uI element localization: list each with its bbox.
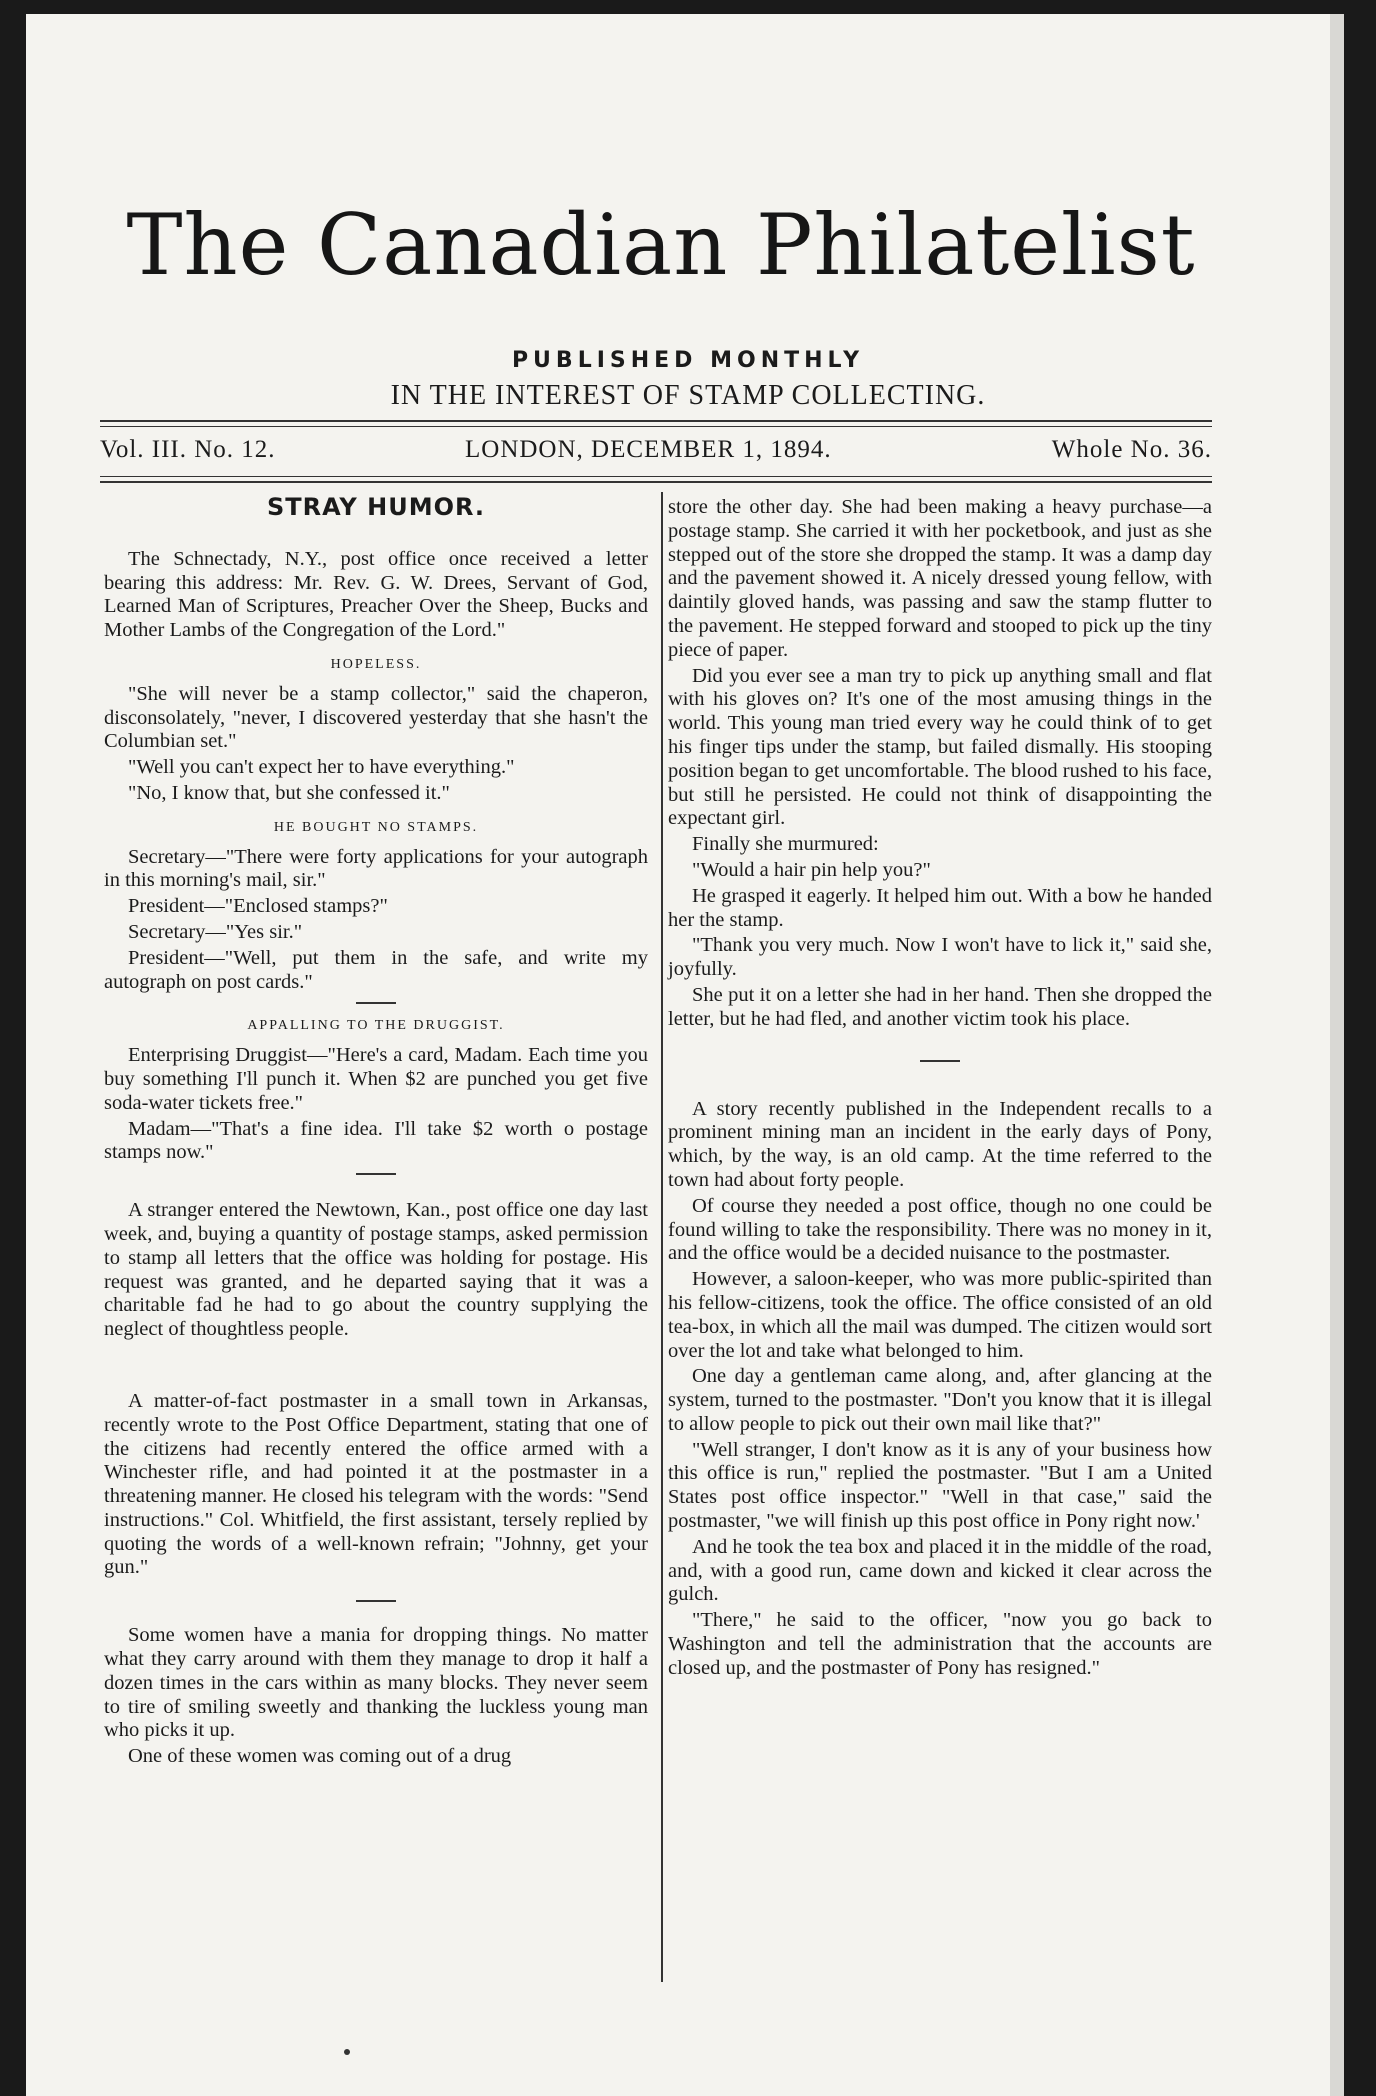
article-paragraph: Did you ever see a man try to pick up anything small and flat with his gloves on? It's one of the most amusing things in the world. This young man tried every way he could think of to get his finger tips under the stamp, but failed dismally. His stooping position began to get uncomfortable. The blood rushed to his face, but still he persisted. He could not think of disappointing the expectant girl.	[668, 664, 1212, 830]
article-paragraph: "No, I know that, but she confessed it."	[128, 781, 450, 804]
subheading: HOPELESS.	[330, 656, 422, 672]
whole-number: Whole No. 36.	[1051, 436, 1212, 463]
article-paragraph: She put it on a letter she had in her hand. Then she dropped the letter, but he had fled, and another victim took his place.	[668, 983, 1212, 1030]
article-paragraph: Finally she murmured:	[692, 833, 879, 856]
header-rule-top	[100, 420, 1212, 422]
article-paragraph: "Would a hair pin help you?"	[692, 858, 931, 881]
volume-number: Vol. III. No. 12.	[100, 436, 276, 463]
article-paragraph: He grasped it eagerly. It helped him out. With a bow he handed her the stamp.	[668, 884, 1212, 931]
article-paragraph: Secretary—"Yes sir."	[128, 920, 303, 943]
article-paragraph: A stranger entered the Newtown, Kan., post office one day last week, and, buying a quantity of postage stamps, asked permission to stamp all letters that the office was holding for postage. His request was granted, and he departed saying that it was a charitable fad he had to go about the country supplying the neglect of thoughtless people.	[104, 1199, 648, 1341]
separator-rule	[356, 1600, 396, 1602]
article-paragraph: Of course they needed a post office, though no one could be found willing to take the responsibility. There was no money in it, and the office would be a decided nuisance to the postmaster.	[668, 1194, 1212, 1265]
page-edge	[1330, 14, 1344, 2096]
article-paragraph: A matter-of-fact postmaster in a small town in Arkansas, recently wrote to the Post Office Department, stating that one of the citizens had recently entered the office armed with a Winchester rifle, and had pointed it at the postmaster in a threatening manner. He closed his telegram with the words: "Send instructions." Col. Whitfield, the first assistant, tersely replied by quoting the words of a well-known refrain; "Johnny, get your gun."	[104, 1389, 648, 1579]
subheading: HE BOUGHT NO STAMPS.	[273, 819, 479, 835]
issue-date: LONDON, DECEMBER 1, 1894.	[465, 436, 832, 463]
interest-line: IN THE INTEREST OF STAMP COLLECTING.	[390, 380, 986, 411]
article-paragraph: "She will never be a stamp collector," said the chaperon, disconsolately, "never, I discovered yesterday that she hasn't the Columbian set."	[104, 682, 648, 753]
article-paragraph: President—"Well, put them in the safe, and write my autograph on post cards."	[104, 946, 648, 993]
ink-speck	[344, 2049, 350, 2055]
published-monthly-line: PUBLISHED MONTHLY	[511, 348, 865, 373]
article-paragraph: One day a gentleman came along, and, after glancing at the system, turned to the postmaster. "Don't you know that it is illegal to allow people to pick out their own mail like that?"	[668, 1365, 1212, 1435]
article-paragraph: One of these women was coming out of a drug	[128, 1745, 512, 1768]
separator-rule	[356, 1002, 396, 1004]
article-paragraph: However, a saloon-keeper, who was more public-spirited than his fellow-citizens, took the office. The office consisted of an old tea-box, in which all the mail was dumped. The citizen would sort over the lot and take what belonged to him.	[668, 1268, 1212, 1362]
left-column	[104, 490, 648, 1771]
article-paragraph: A story recently published in the Independent recalls to a prominent mining man an incident in the early days of Pony, which, by the way, is an old camp. At the time referred to the town had about forty people.	[668, 1097, 1212, 1191]
right-column	[668, 496, 1212, 1683]
article-paragraph: store the other day. She had been making a heavy purchase—a postage stamp. She carried it with her pocketbook, and just as she stepped out of the store she dropped the stamp. It was a damp day and the pavement showed it. A nicely dressed young fellow, with daintily gloved hands, was passing and saw the stamp flutter to the pavement. He stepped forward and stooped to pick up the tiny piece of paper.	[668, 496, 1212, 661]
separator-rule	[356, 1173, 396, 1175]
article-paragraph: Some women have a mania for dropping things. No matter what they carry around with them they manage to drop it half a dozen times in the cars within as many blocks. They never seem to tire of smiling sweetly and thanking the luckless young man who picks it up.	[104, 1624, 648, 1742]
separator-rule	[920, 1060, 960, 1062]
header-rule-bottom	[100, 481, 1212, 483]
article-paragraph: Secretary—"There were forty applications for your autograph in this morning's mail, sir."	[104, 845, 648, 892]
article-paragraph: Madam—"That's a fine idea. I'll take $2 worth o postage stamps now."	[104, 1117, 648, 1164]
article-paragraph: And he took the tea box and placed it in the middle of the road, and, with a good run, came down and kicked it clear across the gulch.	[668, 1535, 1212, 1606]
article-paragraph: "There," he said to the officer, "now you go back to Washington and tell the administration that the accounts are closed up, and the postmaster of Pony has resigned."	[668, 1609, 1212, 1679]
article-paragraph: The Schnectady, N.Y., post office once received a letter bearing this address: Mr. Rev. G. W. Drees, Servant of God, Learned Man of Scriptures, Preacher Over the Sheep, Bucks and Mother Lambs of the Congregation of the Lord."	[104, 547, 648, 642]
article-paragraph: "Well you can't expect her to have everything."	[128, 756, 515, 779]
article-paragraph: Enterprising Druggist—"Here's a card, Madam. Each time you buy something I'll punch it. When $2 are punched you get five soda-water tickets free."	[104, 1044, 648, 1114]
header-rule-top-thin	[100, 426, 1212, 427]
subheading: APPALLING TO THE DRUGGIST.	[247, 1018, 505, 1034]
section-gap	[104, 1344, 648, 1390]
column-divider	[661, 492, 663, 1982]
section-heading: STRAY HUMOR.	[266, 493, 486, 521]
article-paragraph: President—"Enclosed stamps?"	[128, 895, 388, 918]
header-rule-bottom-thin	[100, 476, 1212, 477]
article-paragraph: "Thank you very much. Now I won't have to lick it," said she, joyfully.	[668, 934, 1212, 981]
article-paragraph: "Well stranger, I don't know as it is any of your business how this office is run," replied the postmaster. "But I am a United States post office inspector." "Well in that case," said the postmaster, "we will finish up this post office in Pony right now.'	[668, 1438, 1212, 1533]
masthead-title: The Canadian Philatelist	[126, 196, 1196, 294]
